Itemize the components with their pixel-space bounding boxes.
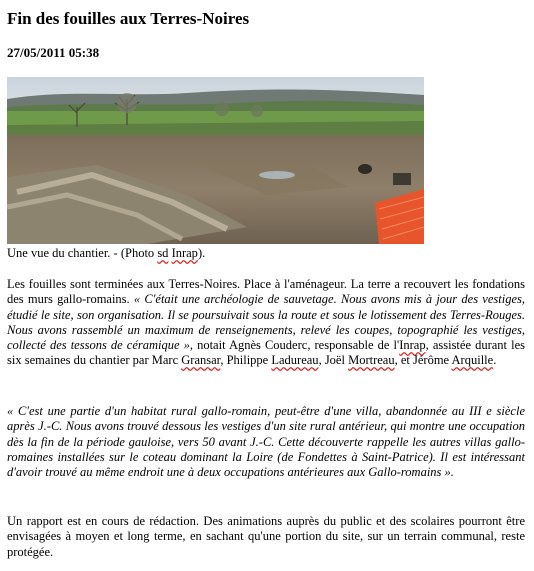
p1-mortreau: Mortreau: [348, 353, 395, 368]
caption-prefix: Une vue du chantier. - (Photo: [7, 246, 158, 260]
caption-inrap: Inrap: [171, 246, 198, 260]
p1-inrap: Inrap: [399, 338, 426, 353]
paragraph-3: Un rapport est en cours de rédaction. Des animations auprès du public et des scolaires pourront être envisagées à moyen et long terme, en sachant qu'une portion du site, sur un terrain communal, reste protégée.: [7, 514, 525, 559]
paragraph-1: [7, 277, 525, 369]
p1-text-3: , assistée durant les six semaines du chantier par Marc: [7, 338, 525, 368]
caption-sd: sd: [157, 246, 169, 260]
p1-intro: Les fouilles sont terminées aux Terres-Noires. Place à l'aménageur. La terre a recouvert les fondations des murs gallo-romains.: [7, 277, 525, 307]
caption-suffix: ).: [197, 246, 206, 260]
photo-caption: [7, 246, 205, 261]
paragraph-2: « C'est une partie d'un habitat rural gallo-romain, peut-être d'une villa, abandonnée au III e siècle après J.-C. Nous avons trouvé dessous les vestiges d'un site rural antérieur, qui montre une occupation dès la fin de la période gauloise, vers 50 avant J.-C. Cette découverte rappelle les autres villas gallo-romaines installées sur le coteau dominant la Loire (de Fondettes à Saint-Patrice). Il est intéressant d'avoir trouvé au même endroit une à deux occupations antérieures aux Gallo-romains ».: [7, 404, 525, 480]
article-title: Fin des fouilles aux Terres-Noires: [7, 9, 250, 28]
p1-text-5: , Joël: [318, 353, 349, 368]
p1-text-4: , Philippe: [220, 353, 272, 368]
p1-arquille: Arquille: [451, 353, 494, 368]
p1-gransar: Gransar: [181, 353, 221, 368]
excavation-photo-image: [7, 77, 424, 244]
p1-text-6: , et Jérôme: [394, 353, 452, 368]
p1-quote: « C'était une archéologie de sauvetage. Nous avons mis à jour des vestiges, étudié le site, son organisation. Il se poursuivait sous la route et sous le lotissement des Terres-Rouges. Nous avons rassemblé un maximum de renseignements, relevé les coupes, topographié les vestiges, collecté des tessons de céramique »: [7, 292, 525, 353]
excavation-photo: [7, 77, 424, 244]
p1-text-7: .: [493, 353, 497, 368]
p1-ladureau: Ladureau: [271, 353, 319, 368]
p1-text-2: , notait Agnès Couderc, responsable de l': [189, 338, 400, 353]
article-date: 27/05/2011 05:38: [7, 45, 100, 60]
